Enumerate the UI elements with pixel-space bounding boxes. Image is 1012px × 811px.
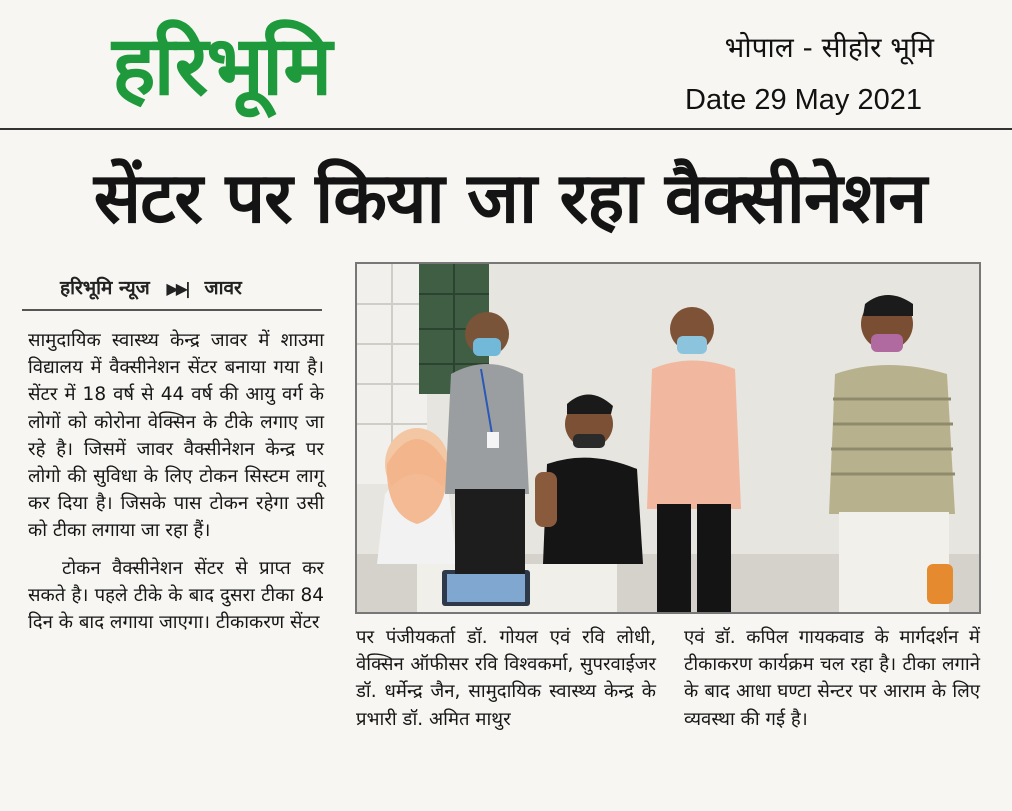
article-headline: सेंटर पर किया जा रहा वैक्सीनेशन (93, 157, 927, 239)
byline (60, 274, 242, 300)
masthead (0, 0, 1012, 130)
byline-arrows-icon: ▶▶| (166, 279, 188, 298)
masthead-divider (0, 128, 1012, 130)
paragraph: सामुदायिक स्वास्थ्य केन्द्र जावर में शाउमा विद्यालय में वैक्सीनेशन सेंटर बनाया गया है। सेंटर में 18 वर्ष से 44 वर्ष की आयु वर्ग के लोगों को कोरोना वेक्सिन के टीके लगाए जा रहे है। जिसमें जावर वैक्सीनेशन केन्द्र पर लोगो की सुविधा के लिए टोकन सिस्टम लागू कर दिया है। जिसके पास टोकन रहेगा उसी को टीका लगाया जा रहा हैं। (28, 330, 324, 542)
vaccination-scene-illustration (357, 264, 979, 612)
publication-date: Date 29 May 2021 (685, 84, 922, 116)
byline-divider (22, 309, 322, 311)
newspaper-logo: हरिभूमि (112, 19, 331, 114)
article-column-2 (356, 624, 656, 733)
edition-label: भोपाल - सीहोर भूमि (724, 31, 934, 64)
byline-source: हरिभूमि न्यूज (60, 277, 150, 299)
paragraph: एवं डॉ. कपिल गायकवाड के मार्गदर्शन में टीकाकरण कार्यक्रम चल रहा है। टीका लगाने के बाद आधा घण्टा सेन्टर पर आराम के लिए व्यवस्था की गई है। (684, 627, 980, 730)
byline-place: जावर (204, 277, 242, 299)
paragraph: पर पंजीयकर्ता डॉ. गोयल एवं रवि लोधी, वेक्सिन ऑफीसर रवि विश्वकर्मा, सुपरवाईजर डॉ. धर्मेन्द्र जैन, सामुदायिक स्वास्थ्य केन्द्र के प्रभारी डॉ. अमित माथुर (356, 627, 656, 730)
article-column-3 (684, 624, 980, 733)
paragraph: टोकन वैक्सीनेशन सेंटर से प्राप्त कर सकते है। पहले टीके के बाद दुसरा टीका 84 दिन के बाद लगाया जाएगा। टीकाकरण सेंटर (28, 557, 324, 634)
article-column-1 (28, 327, 324, 636)
news-photo (355, 262, 981, 614)
